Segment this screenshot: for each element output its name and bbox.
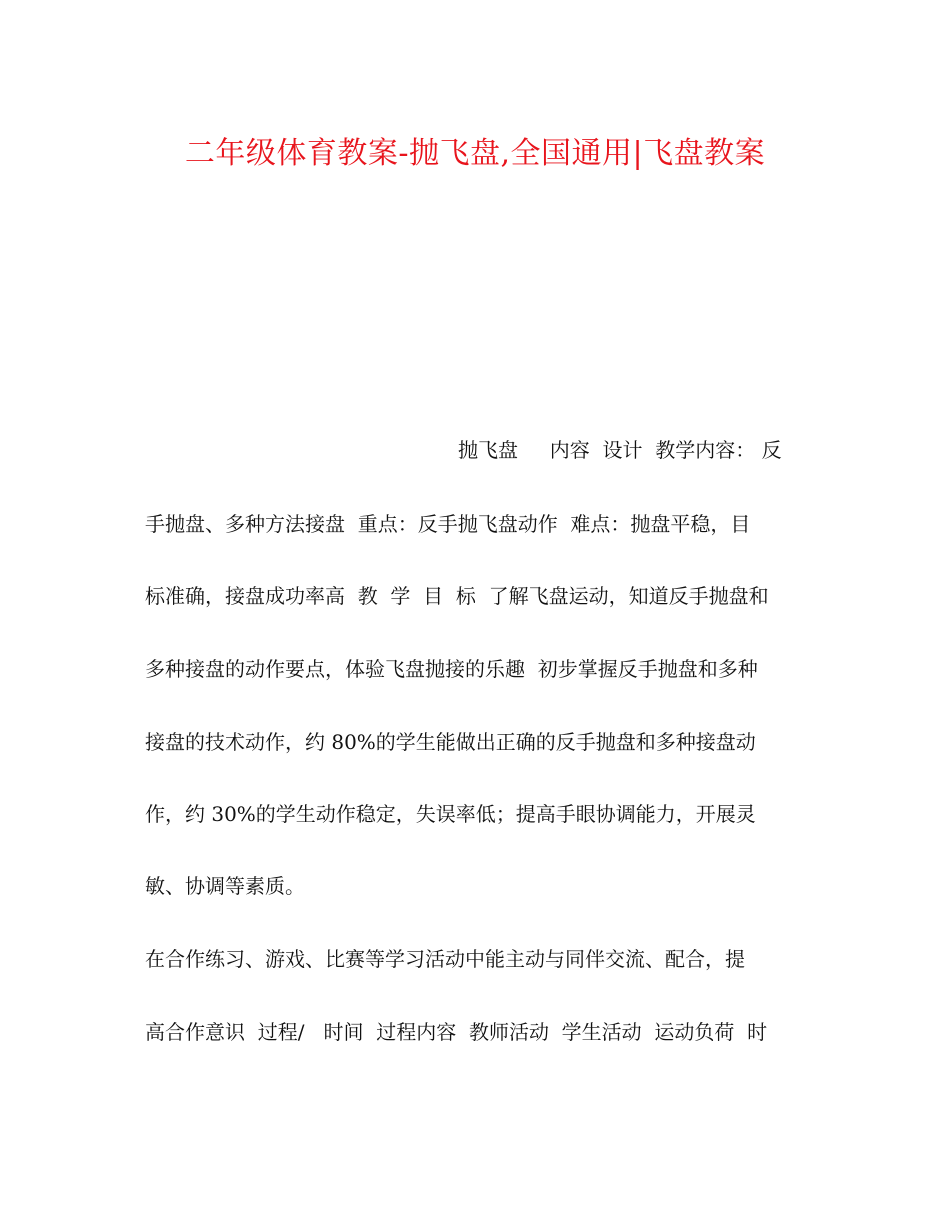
body-line-2: 手抛盘、多种方法接盘 重点：反手抛飞盘动作 难点：抛盘平稳，目 bbox=[145, 512, 751, 536]
body-line-3: 标准确，接盘成功率高 教 学 目 标 了解飞盘运动，知道反手抛盘和 bbox=[145, 584, 769, 608]
body-line-5: 接盘的技术动作，约 80%的学生能做出正确的反手抛盘和多种接盘动 bbox=[145, 730, 756, 754]
body-line-6: 作，约 30%的学生动作稳定，失误率低；提高手眼协调能力，开展灵 bbox=[145, 802, 756, 826]
body-line-4: 多种接盘的动作要点，体验飞盘抛接的乐趣 初步掌握反手抛盘和多种 bbox=[145, 657, 758, 681]
document-title: 二年级体育教案-抛飞盘,全国通用|飞盘教案 bbox=[184, 136, 766, 171]
body-line-7: 敏、协调等素质。 bbox=[145, 874, 305, 898]
body-line-8: 在合作练习、游戏、比赛等学习活动中能主动与同伴交流、配合，提 bbox=[145, 947, 745, 971]
body-line-9: 高合作意识 过程/ 时间 过程内容 教师活动 学生活动 运动负荷 时 bbox=[145, 1020, 768, 1044]
body-line-1: 抛飞盘 内容 设计 教学内容： 反 bbox=[458, 438, 782, 462]
